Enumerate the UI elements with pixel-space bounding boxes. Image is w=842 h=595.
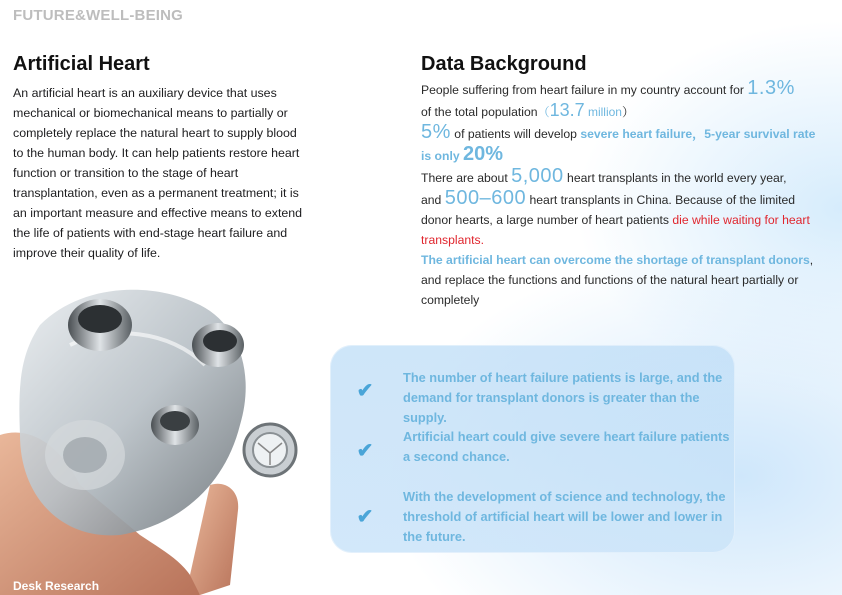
stat-value: 1.3% xyxy=(747,77,795,99)
stat-value: 5% xyxy=(421,121,451,143)
stat-text: There are about xyxy=(421,171,512,185)
key-point: The number of heart failure patients is large, and the demand for transplant donors is greater than the supply. xyxy=(403,370,723,425)
stat-text: heart transplants in the world every year, xyxy=(563,171,787,185)
stat-text: People suffering from heart failure in my country account for xyxy=(421,83,748,97)
data-background-text xyxy=(421,78,826,310)
check-icon: ✔ xyxy=(356,506,374,528)
footer-label: Desk Research xyxy=(13,579,100,593)
check-icon: ✔ xyxy=(356,380,374,402)
stat-text: heart transplants in China. Because of the limited donor hearts, a large number of heart patients xyxy=(421,193,796,227)
artificial-heart-description: An artificial heart is an auxiliary device that uses mechanical or biomechanical means to partially or completely replace the natural heart to supply blood to the human body. It can help patients restore heart function or transition to the stage of heart transplantation, even as a permanent treatment; it is an important measure and effective means to extend the life of patients with end-stage heart failure and improve their quality of life. xyxy=(13,86,303,260)
alert-text: die while waiting for heart transplants. xyxy=(421,213,810,247)
stat-value: 13.7 xyxy=(549,100,585,120)
section-title-artificial-heart: Artificial Heart xyxy=(13,53,150,75)
paren: ） xyxy=(621,105,635,119)
section-title-data-background: Data Background xyxy=(421,53,587,75)
stat-text: , and replace the functions and functions of the natural heart partially or completely xyxy=(421,253,814,307)
stat-highlight: severe heart failure，5-year survival rate is only xyxy=(421,127,816,163)
paren: （ xyxy=(537,105,550,119)
artificial-heart-photo xyxy=(0,285,310,595)
key-point: With the development of science and technology, the threshold of artificial heart will be lower and lower in the future. xyxy=(403,489,726,544)
stat-value: 20% xyxy=(463,143,504,165)
stat-text: of patients will develop xyxy=(450,127,581,141)
stat-text: of the total population xyxy=(421,105,538,119)
stat-unit: million xyxy=(584,105,622,119)
check-icon: ✔ xyxy=(356,440,374,462)
stat-highlight: The artificial heart can overcome the shortage of transplant donors xyxy=(421,253,810,267)
brand-header: FUTURE&WELL-BEING xyxy=(13,7,184,24)
stat-value: 5,000 xyxy=(511,165,564,187)
key-point: Artificial heart could give severe heart failure patients a second chance. xyxy=(403,429,730,464)
stat-text: and xyxy=(421,193,445,207)
stat-value: 500–600 xyxy=(444,187,527,209)
